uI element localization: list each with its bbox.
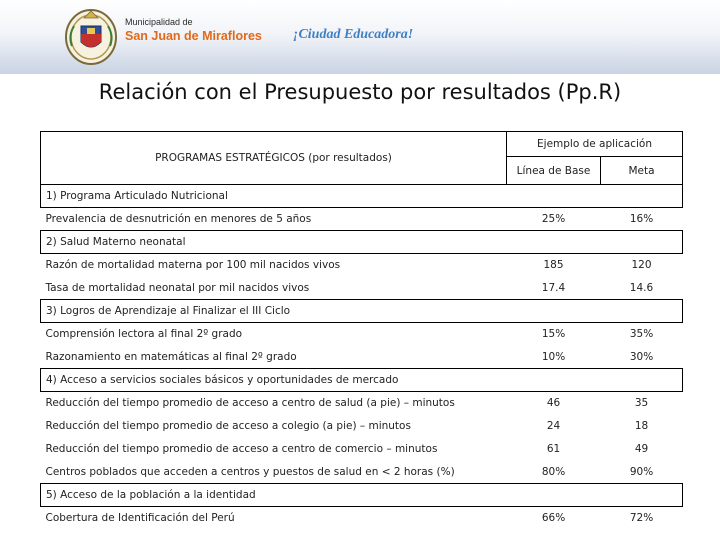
table-row (41, 254, 683, 277)
baseline-cell: 24 (546, 420, 561, 432)
indicator-cell: Razón de mortalidad materna por 100 mil nacidos vivos (45, 259, 341, 272)
example-column-header: Ejemplo de aplicación (507, 132, 683, 157)
municipal-seal-icon (64, 6, 118, 66)
programs-column-header: PROGRAMAS ESTRATÉGICOS (por resultados) (41, 132, 507, 185)
baseline-cell: 46 (546, 397, 561, 410)
baseline-cell: 61 (546, 443, 561, 455)
goal-cell: 120 (631, 259, 652, 272)
table-row (41, 461, 683, 484)
indicator-cell: Centros poblados que acceden a centros y puestos de salud en < 2 horas (%) (45, 465, 455, 478)
section-row (41, 185, 683, 208)
baseline-cell: 17.4 (541, 281, 566, 294)
municipality-label: Municipalidad de (125, 17, 193, 27)
baseline-cell: 80% (541, 465, 566, 478)
table-row (41, 438, 683, 461)
goal-cell: 90% (629, 465, 654, 478)
section-row (41, 369, 683, 392)
indicator-cell: Reducción del tiempo promedio de acceso a centro de comercio – minutos (45, 443, 438, 455)
baseline-cell: 66% (541, 512, 566, 525)
goal-cell: 72% (629, 512, 654, 525)
section-title: 4) Acceso a servicios sociales básicos y oportunidades de mercado (41, 369, 683, 392)
goal-column-header: Meta (601, 157, 683, 185)
table-row (41, 208, 683, 231)
table-row (41, 415, 683, 438)
baseline-column-header: Línea de Base (507, 157, 601, 185)
indicator-cell: Razonamiento en matemáticas al final 2º grado (45, 350, 297, 363)
municipality-name: San Juan de Miraflores (125, 29, 262, 43)
baseline-cell: 15% (541, 328, 566, 341)
goal-cell: 35 (634, 397, 649, 410)
goal-cell: 30% (629, 350, 654, 363)
table-header-row (41, 132, 683, 157)
section-row (41, 231, 683, 254)
section-row (41, 484, 683, 507)
section-title: 5) Acceso de la población a la identidad (41, 484, 683, 507)
results-budget-table (40, 131, 683, 530)
indicator-cell: Reducción del tiempo promedio de acceso a colegio (a pie) – minutos (45, 420, 411, 432)
indicator-cell: Prevalencia de desnutrición en menores de 5 años (45, 213, 312, 225)
baseline-cell: 10% (541, 350, 566, 363)
table-row (41, 346, 683, 369)
indicator-cell: Tasa de mortalidad neonatal por mil nacidos vivos (45, 281, 310, 294)
goal-cell: 14.6 (629, 281, 654, 294)
baseline-cell: 25% (541, 213, 566, 225)
table-row (41, 392, 683, 415)
page-title: Relación con el Presupuesto por resultados (Pp.R) (98, 80, 622, 104)
section-row (41, 300, 683, 323)
table-row (41, 323, 683, 346)
header-banner (0, 0, 720, 74)
section-title: 3) Logros de Aprendizaje al Finalizar el III Ciclo (41, 300, 683, 323)
indicator-cell: Cobertura de Identificación del Perú (45, 512, 235, 525)
slogan: ¡Ciudad Educadora! (293, 27, 414, 42)
section-title: 1) Programa Articulado Nutricional (41, 185, 683, 208)
indicator-cell: Reducción del tiempo promedio de acceso a centro de salud (a pie) – minutos (45, 397, 455, 410)
table-row (41, 507, 683, 530)
goal-cell: 49 (634, 443, 649, 455)
goal-cell: 16% (629, 213, 654, 225)
baseline-cell: 185 (543, 259, 564, 272)
table-row (41, 277, 683, 300)
goal-cell: 35% (629, 328, 654, 341)
goal-cell: 18 (634, 420, 649, 432)
indicator-cell: Comprensión lectora al final 2º grado (45, 328, 243, 341)
section-title: 2) Salud Materno neonatal (41, 231, 683, 254)
